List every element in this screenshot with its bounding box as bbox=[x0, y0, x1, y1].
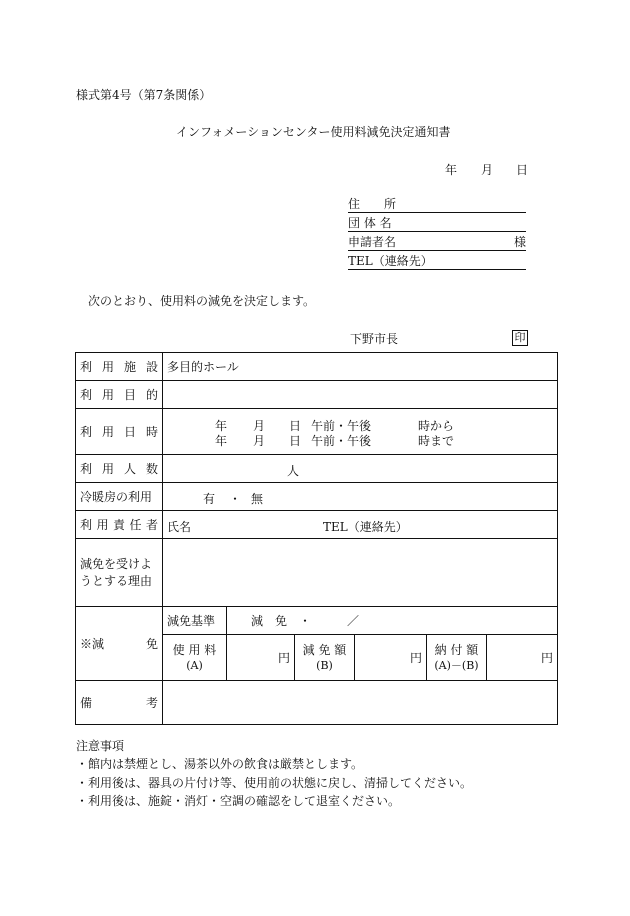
responsible-label: 利 用 責 任 者 bbox=[76, 511, 163, 539]
responsible-row bbox=[76, 511, 558, 539]
body-text: 次のとおり、使用料の減免を決定します。 bbox=[88, 294, 316, 308]
group-name-line[interactable] bbox=[348, 214, 526, 232]
date-month: 月 bbox=[481, 163, 494, 177]
applicant-line[interactable] bbox=[348, 233, 526, 251]
aircon-separator: ・ bbox=[229, 492, 242, 506]
fee-label: 使 用 料 (A) bbox=[163, 635, 227, 681]
reduction-label: ※減 免 bbox=[76, 607, 163, 681]
address-line[interactable] bbox=[348, 195, 526, 213]
note-item: ・館内は禁煙とし、湯茶以外の飲食は厳禁とします。 bbox=[76, 757, 364, 771]
group-label: 団 体 名 bbox=[348, 216, 392, 230]
application-table bbox=[75, 352, 558, 725]
seal-stamp: 印 bbox=[512, 330, 528, 346]
reduction-basis-label: 減免基準 bbox=[163, 607, 227, 635]
applicant-label: 申請者名 bbox=[348, 235, 397, 249]
note-item: ・利用後は、器具の片付け等、使用前の状態に戻し、清掃してください。 bbox=[76, 776, 473, 790]
facility-label: 利 用 施 設 bbox=[76, 353, 163, 381]
datetime-start: 年 月 日 午前・午後 時から bbox=[215, 418, 455, 433]
document-title: インフォメーションセンター使用料減免決定通知書 bbox=[176, 125, 451, 139]
datetime-field[interactable] bbox=[163, 409, 558, 455]
datetime-label: 利 用 日 時 bbox=[76, 409, 163, 455]
date-day: 日 bbox=[516, 163, 529, 177]
honorific: 様 bbox=[513, 235, 526, 249]
notes-title: 注意事項 bbox=[76, 739, 125, 753]
note-item: ・利用後は、施錠・消灯・空調の確認をして退室ください。 bbox=[76, 794, 401, 808]
people-label: 利 用 人 数 bbox=[76, 455, 163, 483]
address-label: 住 所 bbox=[348, 197, 397, 211]
facility-row bbox=[76, 353, 558, 381]
reason-row bbox=[76, 539, 558, 607]
reduction-amount-label: 減 免 額 (B) bbox=[295, 635, 355, 681]
aircon-label: 冷暖房の利用 bbox=[76, 483, 163, 511]
issuer-name: 下野市長 bbox=[350, 332, 399, 346]
responsible-field[interactable] bbox=[163, 511, 558, 539]
tel-label: TEL（連絡先） bbox=[348, 254, 433, 268]
aircon-no[interactable]: 無 bbox=[251, 492, 264, 506]
payment-field[interactable]: 円 bbox=[487, 635, 558, 681]
fee-field[interactable]: 円 bbox=[227, 635, 295, 681]
remarks-field[interactable] bbox=[163, 681, 558, 725]
people-unit: 人 bbox=[287, 464, 300, 478]
purpose-row bbox=[76, 381, 558, 409]
remarks-label: 備 考 bbox=[76, 681, 163, 725]
purpose-field[interactable] bbox=[163, 381, 558, 409]
form-number: 様式第4号（第7条関係） bbox=[76, 88, 212, 102]
purpose-label: 利 用 目 的 bbox=[76, 381, 163, 409]
people-row bbox=[76, 455, 558, 483]
people-field[interactable] bbox=[163, 455, 558, 483]
reason-label: 減免を受けようとする理由 bbox=[76, 539, 163, 607]
datetime-row bbox=[76, 409, 558, 455]
responsible-tel-label: TEL（連絡先） bbox=[323, 520, 408, 534]
facility-value[interactable]: 多目的ホール bbox=[163, 353, 558, 381]
remarks-row bbox=[76, 681, 558, 725]
aircon-row bbox=[76, 483, 558, 511]
aircon-yes[interactable]: 有 bbox=[203, 492, 216, 506]
reduction-amount-field[interactable]: 円 bbox=[355, 635, 427, 681]
tel-line[interactable] bbox=[348, 252, 526, 270]
responsible-name-label: 氏名 bbox=[167, 520, 192, 534]
datetime-end: 年 月 日 午前・午後 時まで bbox=[215, 433, 455, 448]
payment-label: 納 付 額 (A)－(B) bbox=[427, 635, 487, 681]
reduction-basis-row bbox=[76, 607, 558, 635]
reduction-basis-field[interactable]: 減 免 ・ ／ bbox=[227, 607, 558, 635]
date-year: 年 bbox=[445, 163, 458, 177]
aircon-field[interactable] bbox=[163, 483, 558, 511]
reason-field[interactable] bbox=[163, 539, 558, 607]
